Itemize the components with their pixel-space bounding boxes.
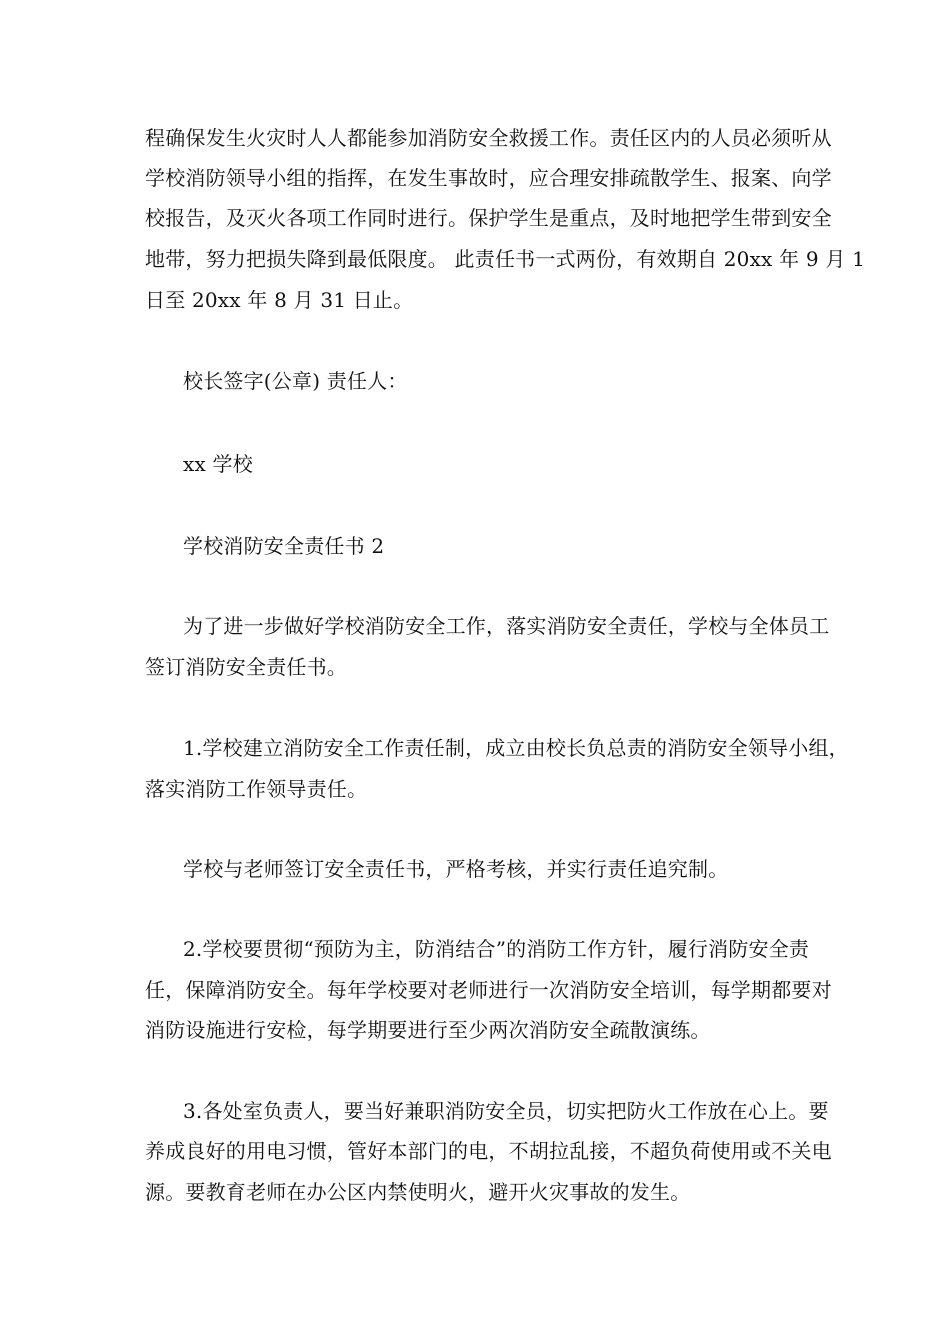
paragraph-1-line-3: 校报告，及灭火各项工作同时进行。保护学生是重点，及时地把学生带到安全 xyxy=(145,206,832,230)
intro-line-1: 为了进一步做好学校消防安全工作，落实消防安全责任，学校与全体员工 xyxy=(183,614,830,638)
item-2-line-3: 消防设施进行安检，每学期要进行至少两次消防安全疏散演练。 xyxy=(145,1018,711,1042)
paragraph-1-line-2: 学校消防领导小组的指挥，在发生事故时，应合理安排疏散学生、报案、向学 xyxy=(145,166,832,190)
item-2-line-2: 任，保障消防安全。每年学校要对老师进行一次消防安全培训，每学期都要对 xyxy=(145,978,832,1002)
item-1-note: 学校与老师签订安全责任书，严格考核，并实行责任追究制。 xyxy=(183,857,729,881)
item-3-line-1: 3.各处室负责人，要当好兼职消防安全员，切实把防火工作放在心上。要 xyxy=(183,1099,829,1123)
item-3-line-2: 养成良好的用电习惯，管好本部门的电，不胡拉乱接，不超负荷使用或不关电 xyxy=(145,1139,832,1163)
intro-line-2: 签订消防安全责任书。 xyxy=(145,655,347,679)
school-name: xx 学校 xyxy=(183,452,253,476)
item-2-line-1: 2.学校要贯彻“预防为主，防消结合”的消防工作方针，履行消防安全责 xyxy=(183,937,810,961)
item-1-line-1: 1.学校建立消防安全工作责任制，成立由校长负总责的消防安全领导小组， xyxy=(183,736,849,760)
section-title: 学校消防安全责任书 2 xyxy=(183,534,385,558)
item-3-line-3: 源。要教育老师在办公区内禁使明火，避开火灾事故的发生。 xyxy=(145,1180,691,1204)
paragraph-1-line-1: 程确保发生火灾时人人都能参加消防安全救援工作。责任区内的人员必须听从 xyxy=(145,126,832,150)
paragraph-1-line-5: 日至 20xx 年 8 月 31 日止。 xyxy=(145,288,414,312)
signature-line: 校长签字(公章) 责任人： xyxy=(183,369,408,393)
item-1-line-2: 落实消防工作领导责任。 xyxy=(145,777,368,801)
paragraph-1-line-4: 地带，努力把损失降到最低限度。 此责任书一式两份，有效期自 20xx 年 9 月 1 xyxy=(145,247,866,271)
